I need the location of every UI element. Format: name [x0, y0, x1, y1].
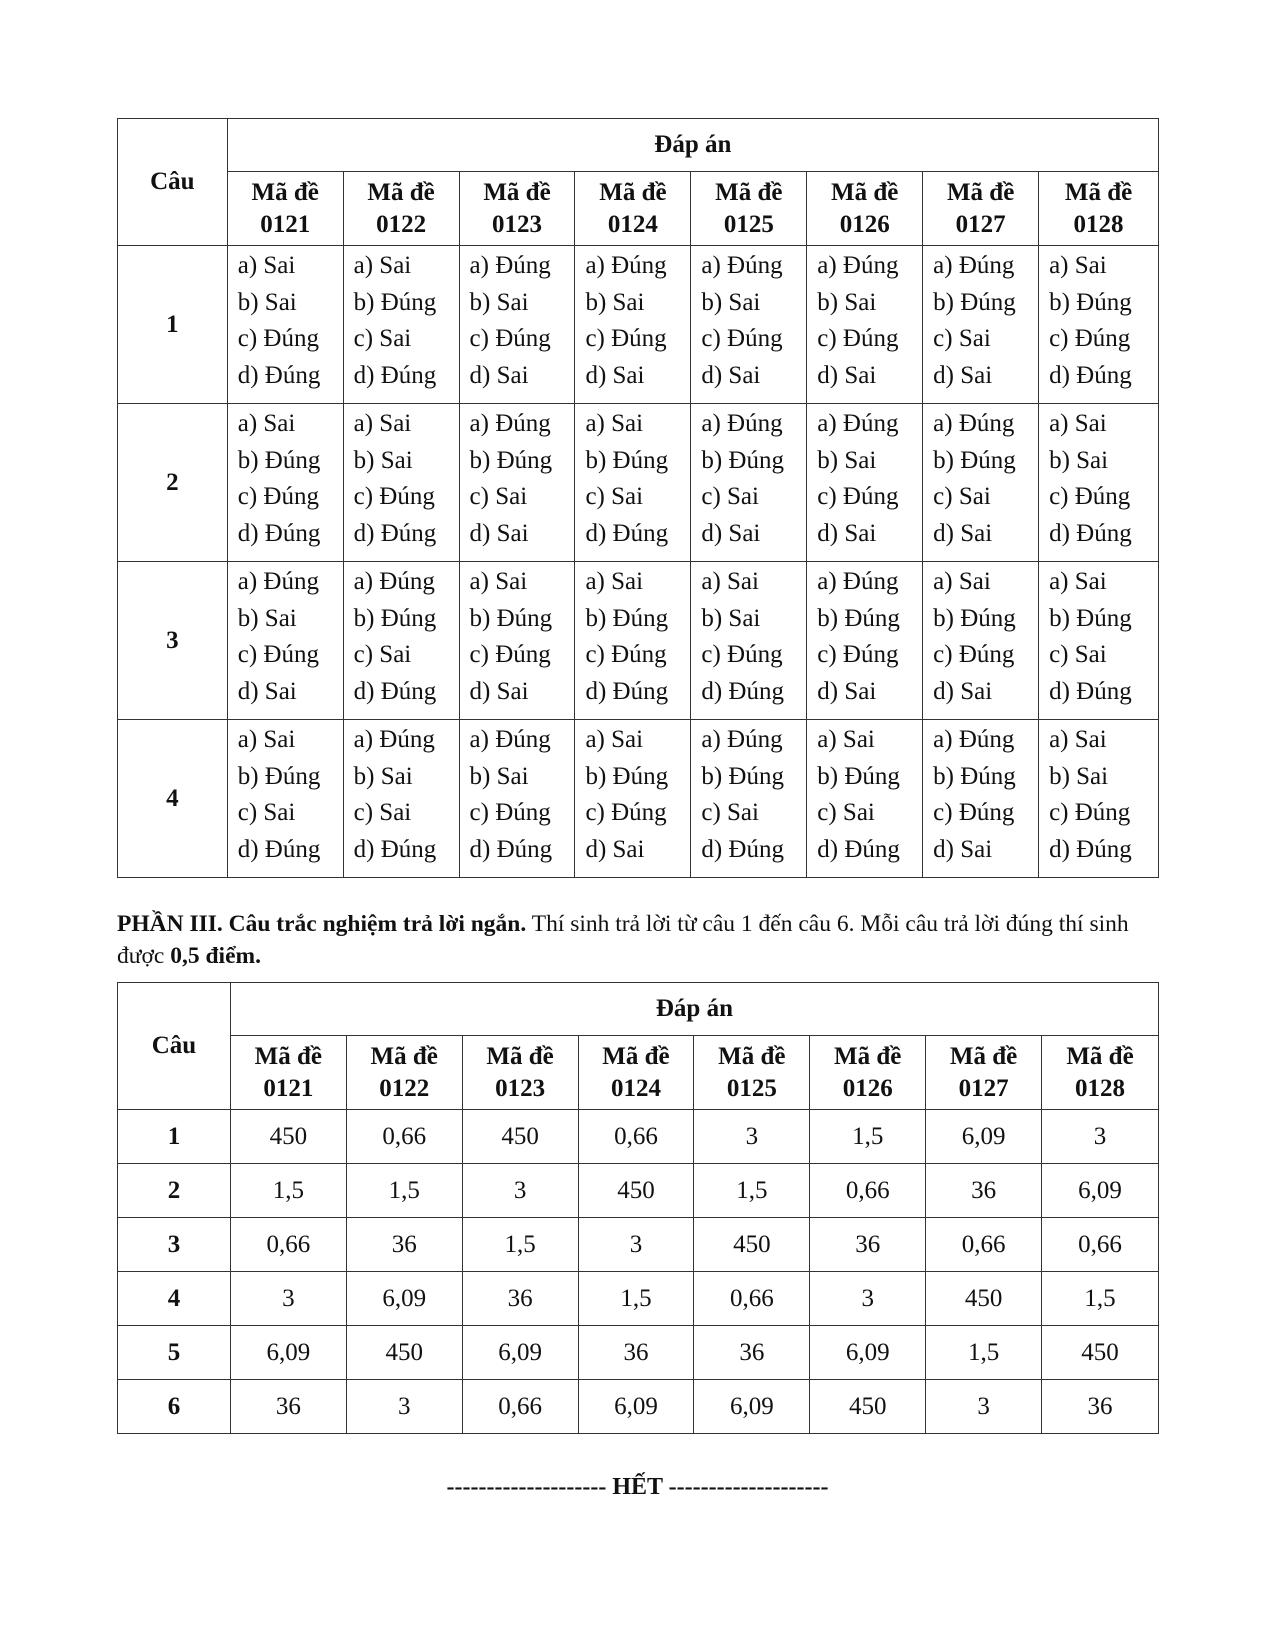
- exam-code-header: Mã đề 0125: [694, 1036, 810, 1110]
- answer-line: d) Đúng: [353, 677, 437, 705]
- answer-line: a) Đúng: [933, 726, 1015, 753]
- answer-line: c) Sai: [469, 483, 528, 510]
- answer-value: 1,5: [926, 1326, 1042, 1380]
- answer-line: a) Sai: [585, 410, 644, 437]
- exam-code-header: Mã đề 0128: [1042, 1036, 1159, 1110]
- answer-cell: [459, 562, 575, 720]
- answer-cell: [923, 404, 1039, 562]
- answer-line: a) Sai: [237, 726, 296, 753]
- answer-line: a) Sai: [933, 568, 991, 595]
- answer-line: c) Đúng: [237, 483, 319, 510]
- answer-line: a) Sai: [469, 568, 528, 595]
- answer-line: d) Sai: [933, 519, 993, 547]
- answer-line: c) Đúng: [817, 483, 899, 510]
- answer-line: d) Sai: [817, 677, 877, 705]
- answer-line: c) Sai: [817, 799, 875, 826]
- answer-line: a) Sai: [237, 410, 296, 437]
- answer-value: 3: [810, 1272, 926, 1326]
- answer-line: d) Đúng: [353, 361, 437, 389]
- answer-line: c) Đúng: [1049, 483, 1131, 510]
- answer-value: 0,66: [578, 1110, 694, 1164]
- answer-line: a) Đúng: [817, 410, 899, 437]
- answer-line: d) Sai: [469, 361, 529, 389]
- answer-group-header: Đáp án: [227, 119, 1158, 172]
- answer-value: 36: [810, 1218, 926, 1272]
- answer-cell: [807, 246, 923, 404]
- answer-line: d) Sai: [933, 361, 993, 389]
- answer-value: 1,5: [694, 1164, 810, 1218]
- answer-line: c) Đúng: [237, 641, 319, 668]
- answer-line: b) Sai: [701, 604, 761, 632]
- exam-code-header: Mã đề 0128: [1039, 172, 1159, 246]
- answer-line: b) Đúng: [353, 604, 437, 632]
- answer-value: 1,5: [230, 1164, 346, 1218]
- answer-value: 0,66: [230, 1218, 346, 1272]
- exam-code-header: Mã đề 0122: [343, 172, 459, 246]
- part3-answer-table: [117, 982, 1159, 1434]
- end-marker: -------------------- HẾT --------------------: [446, 1474, 829, 1500]
- answer-line: d) Đúng: [353, 835, 437, 863]
- answer-line: c) Đúng: [933, 641, 1015, 668]
- part3-points: 0,5 điểm.: [170, 943, 261, 969]
- answer-line: c) Sai: [933, 325, 991, 352]
- answer-line: c) Đúng: [469, 799, 551, 826]
- answer-value: 6,09: [462, 1326, 578, 1380]
- answer-group-header: Đáp án: [230, 983, 1158, 1036]
- answer-value: 0,66: [346, 1110, 462, 1164]
- answer-value: 3: [462, 1164, 578, 1218]
- answer-line: b) Đúng: [469, 604, 553, 632]
- question-number: 4: [118, 720, 228, 878]
- answer-value: 450: [926, 1272, 1042, 1326]
- answer-line: c) Sai: [353, 641, 412, 668]
- answer-value: 1,5: [346, 1164, 462, 1218]
- answer-line: a) Đúng: [817, 568, 899, 595]
- answer-line: d) Đúng: [1049, 361, 1132, 389]
- answer-line: a) Đúng: [701, 410, 783, 437]
- exam-code-header: Mã đề 0123: [462, 1036, 578, 1110]
- answer-cell: [923, 562, 1039, 720]
- answer-line: b) Đúng: [933, 762, 1016, 790]
- answer-line: a) Sai: [353, 252, 412, 279]
- answer-cell: [923, 246, 1039, 404]
- answer-cell: [343, 720, 459, 878]
- question-number: 1: [118, 1110, 231, 1164]
- answer-value: 1,5: [810, 1110, 926, 1164]
- answer-value: 0,66: [926, 1218, 1042, 1272]
- answer-line: d) Sai: [701, 519, 761, 547]
- answer-line: c) Đúng: [1049, 799, 1131, 826]
- answer-line: a) Đúng: [237, 568, 319, 595]
- answer-line: d) Đúng: [1049, 835, 1132, 863]
- answer-line: d) Sai: [933, 677, 993, 705]
- answer-cell: [807, 720, 923, 878]
- answer-line: a) Sai: [1049, 568, 1107, 595]
- exam-code-header: Mã đề 0127: [926, 1036, 1042, 1110]
- answer-value: 6,09: [230, 1326, 346, 1380]
- answer-value: 6,09: [578, 1380, 694, 1434]
- table-row: [118, 1380, 1159, 1434]
- answer-line: a) Đúng: [469, 726, 551, 753]
- answer-value: 450: [462, 1110, 578, 1164]
- answer-line: a) Sai: [817, 726, 875, 753]
- answer-line: a) Sai: [1049, 252, 1107, 279]
- answer-value: 450: [346, 1326, 462, 1380]
- answer-cell: [691, 246, 807, 404]
- answer-line: b) Đúng: [585, 762, 669, 790]
- question-number: 4: [118, 1272, 231, 1326]
- answer-line: b) Đúng: [237, 762, 321, 790]
- answer-line: c) Sai: [353, 325, 412, 352]
- answer-line: b) Sai: [817, 288, 877, 316]
- answer-line: b) Sai: [817, 446, 877, 474]
- exam-code-header: Mã đề 0127: [923, 172, 1039, 246]
- answer-line: b) Sai: [701, 288, 761, 316]
- answer-value: 3: [694, 1110, 810, 1164]
- answer-line: b) Đúng: [469, 446, 553, 474]
- answer-cell: [343, 404, 459, 562]
- answer-line: b) Đúng: [933, 288, 1016, 316]
- question-number: 6: [118, 1380, 231, 1434]
- answer-cell: [459, 720, 575, 878]
- question-number: 2: [118, 1164, 231, 1218]
- answer-value: 36: [694, 1326, 810, 1380]
- answer-value: 36: [1042, 1380, 1159, 1434]
- answer-line: d) Sai: [585, 361, 645, 389]
- answer-line: a) Sai: [1049, 410, 1107, 437]
- answer-line: b) Sai: [237, 604, 297, 632]
- table-row: [118, 1164, 1159, 1218]
- answer-cell: [459, 246, 575, 404]
- answer-line: b) Đúng: [701, 446, 784, 474]
- question-number: 2: [118, 404, 228, 562]
- answer-line: c) Sai: [1049, 641, 1107, 668]
- answer-line: b) Đúng: [585, 604, 669, 632]
- exam-code-header: Mã đề 0126: [810, 1036, 926, 1110]
- answer-line: c) Sai: [701, 483, 759, 510]
- answer-cell: [575, 246, 691, 404]
- answer-line: a) Sai: [1049, 726, 1107, 753]
- answer-value: 6,09: [926, 1110, 1042, 1164]
- answer-line: a) Đúng: [469, 410, 551, 437]
- answer-value: 36: [926, 1164, 1042, 1218]
- answer-line: a) Sai: [701, 568, 759, 595]
- answer-line: a) Sai: [585, 726, 644, 753]
- question-number: 3: [118, 562, 228, 720]
- answer-line: b) Sai: [1049, 762, 1109, 790]
- answer-line: c) Đúng: [585, 641, 667, 668]
- answer-value: 1,5: [462, 1218, 578, 1272]
- answer-line: d) Đúng: [353, 519, 437, 547]
- answer-line: b) Sai: [353, 762, 413, 790]
- exam-code-header: Mã đề 0125: [691, 172, 807, 246]
- answer-value: 6,09: [1042, 1164, 1159, 1218]
- answer-value: 6,09: [694, 1380, 810, 1434]
- answer-cell: [227, 246, 343, 404]
- exam-code-header: Mã đề 0122: [346, 1036, 462, 1110]
- answer-line: a) Sai: [353, 410, 412, 437]
- answer-line: d) Sai: [469, 519, 529, 547]
- exam-code-header: Mã đề 0124: [578, 1036, 694, 1110]
- table-row: [118, 562, 1159, 720]
- answer-line: d) Đúng: [585, 677, 669, 705]
- answer-line: b) Đúng: [817, 762, 900, 790]
- answer-value: 3: [230, 1272, 346, 1326]
- part3-title: PHẦN III. Câu trắc nghiệm trả lời ngắn.: [117, 911, 527, 937]
- answer-line: b) Đúng: [817, 604, 900, 632]
- answer-cell: [691, 404, 807, 562]
- answer-line: c) Sai: [585, 483, 644, 510]
- table-row: [118, 720, 1159, 878]
- answer-value: 0,66: [694, 1272, 810, 1326]
- answer-cell: [459, 404, 575, 562]
- answer-line: b) Sai: [353, 446, 413, 474]
- answer-line: d) Đúng: [237, 361, 321, 389]
- answer-line: d) Đúng: [1049, 519, 1132, 547]
- answer-value: 0,66: [1042, 1218, 1159, 1272]
- answer-value: 36: [230, 1380, 346, 1434]
- answer-line: d) Đúng: [585, 519, 669, 547]
- table-row: [118, 246, 1159, 404]
- answer-line: a) Sai: [585, 568, 644, 595]
- answer-line: a) Sai: [237, 252, 296, 279]
- answer-line: a) Đúng: [701, 252, 783, 279]
- answer-value: 0,66: [810, 1164, 926, 1218]
- answer-line: b) Sai: [585, 288, 645, 316]
- answer-value: 36: [578, 1326, 694, 1380]
- exam-code-header: Mã đề 0126: [807, 172, 923, 246]
- answer-value: 36: [462, 1272, 578, 1326]
- answer-cell: [575, 562, 691, 720]
- answer-value: 1,5: [1042, 1272, 1159, 1326]
- answer-cell: [343, 246, 459, 404]
- answer-cell: [575, 404, 691, 562]
- answer-cell: [923, 720, 1039, 878]
- exam-code-header: Mã đề 0123: [459, 172, 575, 246]
- answer-line: c) Đúng: [701, 641, 783, 668]
- answer-line: d) Sai: [817, 361, 877, 389]
- answer-cell: [227, 404, 343, 562]
- answer-value: 450: [694, 1218, 810, 1272]
- answer-line: c) Đúng: [469, 641, 551, 668]
- answer-line: a) Đúng: [933, 410, 1015, 437]
- answer-cell: [227, 720, 343, 878]
- answer-line: c) Sai: [933, 483, 991, 510]
- answer-value: 6,09: [810, 1326, 926, 1380]
- answer-value: 0,66: [462, 1380, 578, 1434]
- part3-text: Thí sinh trả lời từ câu 1 đến câu 6. Mỗi câu trả lời đúng thí sinh được: [117, 911, 1129, 969]
- answer-cell: [1039, 246, 1159, 404]
- answer-cell: [1039, 720, 1159, 878]
- answer-value: 450: [810, 1380, 926, 1434]
- table-row: [118, 1218, 1159, 1272]
- answer-line: b) Đúng: [1049, 288, 1132, 316]
- answer-line: b) Đúng: [933, 446, 1016, 474]
- answer-cell: [575, 720, 691, 878]
- answer-cell: [807, 562, 923, 720]
- answer-line: b) Đúng: [353, 288, 437, 316]
- answer-line: b) Sai: [469, 762, 529, 790]
- answer-line: d) Đúng: [701, 677, 784, 705]
- question-header: Câu: [118, 983, 231, 1110]
- answer-cell: [343, 562, 459, 720]
- answer-line: d) Đúng: [817, 835, 900, 863]
- table-row: [118, 404, 1159, 562]
- question-number: 3: [118, 1218, 231, 1272]
- answer-line: c) Sai: [701, 799, 759, 826]
- answer-line: c) Đúng: [469, 325, 551, 352]
- answer-line: b) Đúng: [701, 762, 784, 790]
- answer-line: a) Đúng: [353, 568, 435, 595]
- answer-line: b) Sai: [237, 288, 297, 316]
- answer-line: c) Sai: [237, 799, 296, 826]
- answer-cell: [1039, 404, 1159, 562]
- answer-line: d) Sai: [585, 835, 645, 863]
- answer-value: 3: [926, 1380, 1042, 1434]
- answer-line: c) Đúng: [585, 799, 667, 826]
- answer-line: c) Đúng: [701, 325, 783, 352]
- answer-line: d) Sai: [701, 361, 761, 389]
- answer-cell: [227, 562, 343, 720]
- answer-cell: [807, 404, 923, 562]
- answer-line: d) Đúng: [1049, 677, 1132, 705]
- table-row: [118, 1272, 1159, 1326]
- answer-line: a) Đúng: [469, 252, 551, 279]
- answer-line: b) Sai: [1049, 446, 1109, 474]
- answer-value: 3: [1042, 1110, 1159, 1164]
- answer-line: b) Đúng: [933, 604, 1016, 632]
- answer-line: c) Đúng: [933, 799, 1015, 826]
- answer-line: d) Sai: [817, 519, 877, 547]
- answer-line: d) Đúng: [701, 835, 784, 863]
- exam-code-header: Mã đề 0121: [230, 1036, 346, 1110]
- answer-line: d) Sai: [933, 835, 993, 863]
- answer-line: c) Đúng: [817, 641, 899, 668]
- table-row: [118, 1110, 1159, 1164]
- answer-line: a) Đúng: [353, 726, 435, 753]
- answer-value: 3: [346, 1380, 462, 1434]
- answer-line: b) Đúng: [585, 446, 669, 474]
- answer-line: a) Đúng: [933, 252, 1015, 279]
- answer-cell: [1039, 562, 1159, 720]
- answer-line: c) Đúng: [353, 483, 435, 510]
- answer-line: c) Đúng: [585, 325, 667, 352]
- answer-line: c) Sai: [353, 799, 412, 826]
- table-row: [118, 1326, 1159, 1380]
- answer-value: 3: [578, 1218, 694, 1272]
- answer-value: 450: [578, 1164, 694, 1218]
- answer-line: b) Đúng: [237, 446, 321, 474]
- question-number: 1: [118, 246, 228, 404]
- answer-line: b) Đúng: [1049, 604, 1132, 632]
- answer-line: c) Đúng: [1049, 325, 1131, 352]
- answer-line: a) Đúng: [701, 726, 783, 753]
- answer-value: 36: [346, 1218, 462, 1272]
- exam-code-header: Mã đề 0124: [575, 172, 691, 246]
- answer-value: 6,09: [346, 1272, 462, 1326]
- answer-cell: [691, 562, 807, 720]
- exam-code-header: Mã đề 0121: [227, 172, 343, 246]
- part3-instructions: [117, 908, 1167, 972]
- answer-line: b) Sai: [469, 288, 529, 316]
- answer-value: 1,5: [578, 1272, 694, 1326]
- part2-answer-table: [117, 118, 1159, 878]
- answer-line: d) Sai: [237, 677, 297, 705]
- answer-value: 450: [230, 1110, 346, 1164]
- question-number: 5: [118, 1326, 231, 1380]
- answer-line: d) Đúng: [469, 835, 553, 863]
- answer-line: d) Sai: [469, 677, 529, 705]
- question-header: Câu: [118, 119, 228, 246]
- answer-line: d) Đúng: [237, 519, 321, 547]
- answer-value: 450: [1042, 1326, 1159, 1380]
- answer-line: a) Đúng: [817, 252, 899, 279]
- answer-line: c) Đúng: [817, 325, 899, 352]
- answer-cell: [691, 720, 807, 878]
- answer-line: c) Đúng: [237, 325, 319, 352]
- answer-line: d) Đúng: [237, 835, 321, 863]
- answer-line: a) Đúng: [585, 252, 667, 279]
